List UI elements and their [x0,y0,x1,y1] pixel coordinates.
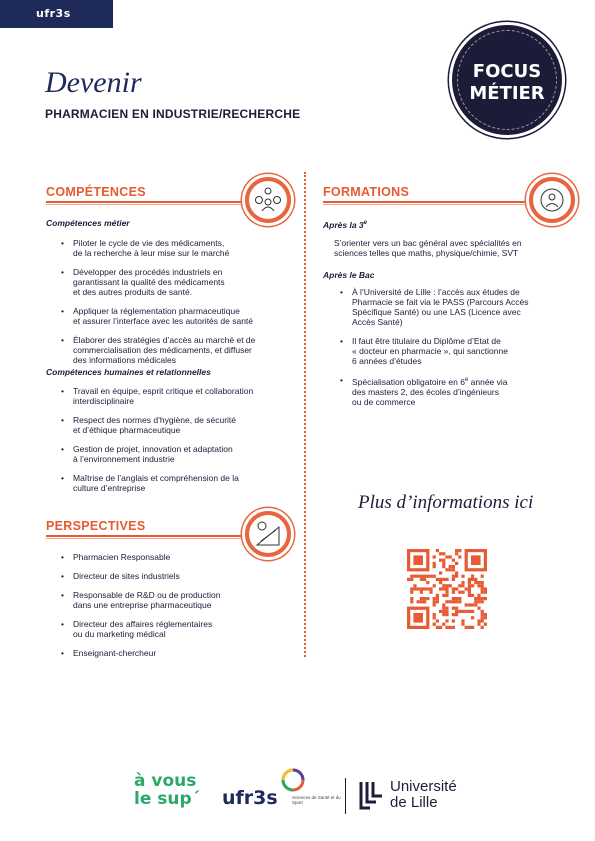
ul-line2: de Lille [390,794,438,811]
list-item-line: Développer des procédés industriels en [73,267,223,277]
list-item-line: Appliquer la réglementation pharmaceutique [73,306,240,316]
apres-3e-line: S’orienter vers un bac général avec spécialités en [334,238,522,248]
list-item [340,287,567,327]
list-item-line: Directeur de sites industriels [73,571,180,581]
list-item [61,335,298,365]
list-item-line: et d’éthique pharmaceutique [73,425,181,435]
gears-people-icon [249,181,287,219]
formations-underline-2 [323,204,526,205]
bullet: • [61,415,64,425]
list-item [61,571,298,581]
list-item-line: Élaborer des stratégies d’accès au marché et de [73,335,256,345]
list-item-line: 6 années d’études [352,356,422,366]
competences-title: COMPÉTENCES [46,185,146,199]
focus-ring-decoration [457,30,557,130]
perspectives-underline-2 [46,538,241,539]
list-item-line: de la recherche à leur mise sur le marché [73,248,230,258]
logo-separator [345,778,346,814]
list-item-line: Gestion de projet, innovation et adaptation [73,444,233,454]
list-item-line: Pharmacien Responsable [73,552,171,562]
competences-humaines-list [61,386,298,502]
list-item-line: dans une entreprise pharmaceutique [73,600,212,610]
list-item-line: et assurer l’interface avec les autorités de santé [73,316,254,326]
perspectives-title: PERSPECTIVES [46,519,146,533]
list-item-line: Accès Santé) [352,317,403,327]
bullet: • [61,238,64,248]
list-item-line: Spécifique Santé) ou une LAS (Licence avec [352,307,521,317]
ufr3s-logo-subtext: Sciences de Santé et du Sport [292,795,341,805]
list-item [61,444,298,464]
competences-humaines-head: Compétences humaines et relationnelles [46,367,211,377]
list-item [61,619,298,639]
bullet: • [61,386,64,396]
apres-3e-text [334,238,564,258]
ul-line1: Université [390,778,457,795]
focus-line1: FOCUS [472,61,542,82]
bullet: • [61,619,64,629]
list-item [61,415,298,435]
page-subtitle: PHARMACIEN EN INDUSTRIE/RECHERCHE [45,107,301,121]
list-item-line: à l’environnement industrie [73,454,175,464]
avous-line2: le sup´ [134,789,201,809]
ufr3s-header-badge: ufr3s [0,0,113,28]
apres-3e-line: sciences telles que maths, physique/chimie, SVT [334,248,519,258]
competences-underline [46,201,241,203]
bullet: • [61,267,64,277]
more-info-text: Plus d’informations ici [358,492,534,513]
bullet: • [61,306,64,316]
list-item [61,590,298,610]
formations-title: FORMATIONS [323,185,410,199]
list-item [61,552,298,562]
list-item-line: Enseignant-chercheur [73,648,157,658]
list-item-line: des masters 2, des écoles d’ingénieurs [352,386,499,397]
list-item-line: garantissant la qualité des médicaments [73,277,225,287]
list-item-line: Directeur des affaires réglementaires [73,619,213,629]
list-item [61,306,298,326]
list-item [61,648,298,658]
focus-line2: MÉTIER [469,83,545,104]
perspectives-list [61,552,298,667]
list-item [340,336,567,366]
universite-lille-logo-text [390,779,457,811]
list-item-line: ou du marketing médical [73,629,166,639]
list-item-line: Pharmacie se fait via le PASS (Parcours Accès [352,297,529,307]
page-title: Devenir [45,66,142,99]
bullet: • [340,336,343,346]
list-item-line: Spécialisation obligatoire en 6e année via [352,376,508,387]
list-item-line: des informations médicales [73,355,176,365]
list-item-line: commercialisation des médicaments, et diffuser [73,345,252,355]
competences-icon [242,174,294,226]
avous-line1: à vous [134,771,197,791]
bullet: • [61,590,64,600]
list-item-line: et des autres produits de santé. [73,287,193,297]
universite-lille-logo-mark [358,780,384,812]
perspectives-underline [46,535,241,537]
formations-underline [323,201,526,203]
list-item [61,386,298,406]
list-item-line: culture d’entreprise [73,483,146,493]
bullet: • [61,571,64,581]
bullet: • [61,444,64,454]
bullet: • [61,473,64,483]
bullet: • [340,375,343,385]
list-item-line: Responsable de R&D ou de production [73,590,221,600]
list-item-line: Il faut être titulaire du Diplôme d’Etat de [352,336,501,346]
apres-3e-head: Après la 3e [323,220,367,230]
column-divider [304,172,306,657]
ufr3s-logo-mark [278,768,308,792]
qr-code[interactable] [407,549,487,629]
apres-bac-head: Après le Bac [323,270,375,280]
ufr3s-logo-text: ufr3s [222,787,278,809]
graduate-icon [533,181,571,219]
list-item-line: Maîtrise de l’anglais et compréhension de la [73,473,239,483]
list-item-line: À l’Université de Lille : l’accès aux études de [352,287,520,297]
bullet: • [61,552,64,562]
bullet: • [340,287,343,297]
list-item-line: interdisciplinaire [73,396,134,406]
growth-bulb-icon [249,515,287,553]
list-item [340,375,567,407]
list-item [61,267,298,297]
competences-metier-head: Compétences métier [46,218,130,228]
formations-icon [526,174,578,226]
list-item-line: ou de commerce [352,396,416,407]
bullet: • [61,648,64,658]
competences-metier-list [61,238,298,374]
a-vous-le-sup-logo [134,772,200,808]
list-item-line: Respect des normes d’hygiène, de sécurité [73,415,237,425]
list-item-line: Travail en équipe, esprit critique et collaboration [73,386,254,396]
competences-underline-2 [46,204,241,205]
bullet: • [61,335,64,345]
list-item-line: Piloter le cycle de vie des médicaments, [73,238,225,248]
list-item-line: « docteur en pharmacie », qui sanctionne [352,346,508,356]
list-item [61,473,298,493]
apres-bac-list [340,287,567,416]
list-item [61,238,298,258]
